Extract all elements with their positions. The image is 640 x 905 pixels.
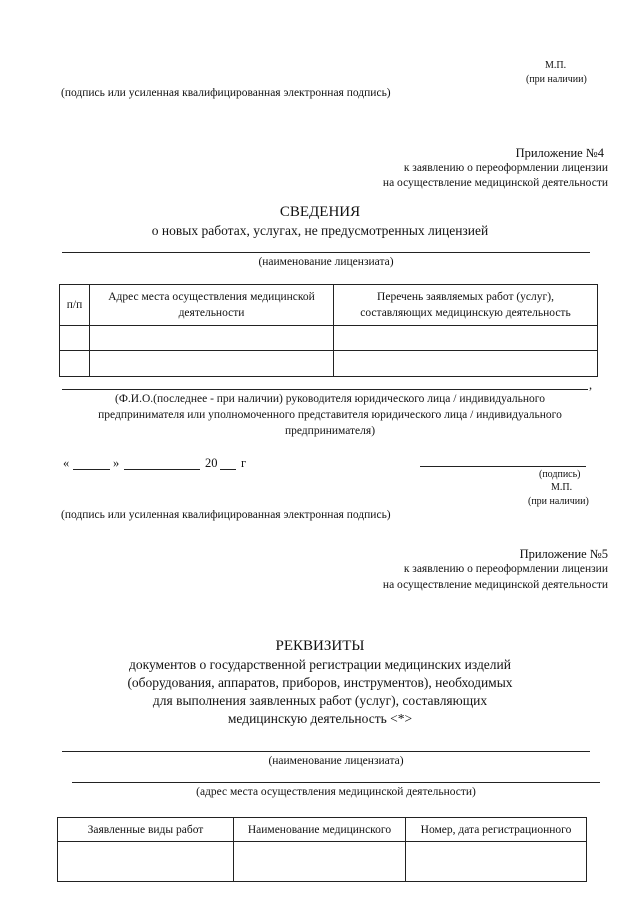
table4-col3-line2: составляющих медицинскую деятельность (360, 307, 571, 319)
appendix4-line1: к заявлению о переоформлении лицензии (403, 162, 608, 174)
date-year-line[interactable] (220, 469, 236, 470)
table4-header-num (60, 285, 90, 326)
appendix5-subtitle-line3: для выполнения заявленных работ (услуг), составляющих (152, 693, 488, 708)
address-caption-5: (адрес места осуществления медицинской деятельности) (196, 786, 476, 798)
table4-header-works (334, 285, 598, 326)
fio-caption-line2: предпринимателя или уполномоченного представителя юридического лица / индивидуального (98, 409, 562, 421)
date-year-suffix: г (241, 456, 247, 470)
address-line-5 (72, 782, 600, 783)
date-day-line[interactable] (73, 469, 110, 470)
table4-cell[interactable] (90, 326, 334, 351)
appendix4-title: СВЕДЕНИЯ (279, 204, 361, 220)
appendix4-label: Приложение №4 (515, 146, 604, 160)
appendix5-line2: на осуществление медицинской деятельности (382, 579, 608, 591)
date-close-quote: » (113, 456, 120, 470)
table5-header-works (58, 818, 234, 842)
table4-cell[interactable] (60, 351, 90, 377)
table4-cell[interactable] (334, 351, 598, 377)
table5-col1-label: Заявленные виды работ (87, 823, 204, 836)
table4-row (60, 351, 598, 377)
signature-caption-4: (подпись или усиленная квалифицированная электронная подпись) (61, 509, 391, 521)
fio-caption-line3: предпринимателя) (284, 425, 376, 437)
licensee-caption-5: (наименование лицензиата) (268, 755, 404, 767)
appendix5-label: Приложение №5 (519, 547, 608, 561)
table4-cell[interactable] (60, 326, 90, 351)
appendix5-subtitle-line2: (оборудования, аппаратов, приборов, инструментов), необходимых (127, 675, 513, 690)
table5-cell[interactable] (406, 842, 587, 882)
stamp-note-4: (при наличии) (528, 496, 589, 507)
table5-col3-label: Номер, дата регистрационного (420, 823, 572, 836)
licensee-line-5 (62, 751, 590, 752)
table4-cell[interactable] (90, 351, 334, 377)
signature-label-4: (подпись) (539, 469, 581, 480)
table5-row (58, 842, 587, 882)
stamp-note-top: (при наличии) (526, 74, 587, 85)
table4-header-address (90, 285, 334, 326)
signature-caption-top: (подпись или усиленная квалифицированная электронная подпись) (61, 87, 391, 99)
table5-cell[interactable] (234, 842, 406, 882)
stamp-label-top: М.П. (545, 60, 567, 71)
table5-header-regnum (406, 818, 587, 842)
licensee-line-4 (62, 252, 590, 253)
date-open-quote: « (63, 456, 70, 470)
appendix4-line2: на осуществление медицинской деятельности (382, 177, 608, 189)
table5-cell[interactable] (58, 842, 234, 882)
fio-comma: , (589, 378, 593, 392)
signature-line-4[interactable] (420, 466, 586, 467)
appendix5-title: РЕКВИЗИТЫ (275, 638, 365, 654)
appendix4-table (59, 284, 598, 377)
fio-line (62, 389, 588, 390)
appendix5-table (57, 817, 587, 882)
appendix4-subtitle: о новых работах, услугах, не предусмотренных лицензией (151, 223, 489, 238)
stamp-label-4: М.П. (551, 482, 573, 493)
table4-col3-line1: Перечень заявляемых работ (услуг), (377, 291, 554, 303)
fio-caption-line1: (Ф.И.О.(последнее - при наличии) руководителя юридического лица / индивидуального (115, 393, 545, 405)
licensee-caption-4: (наименование лицензиата) (258, 256, 394, 268)
appendix5-line1: к заявлению о переоформлении лицензии (403, 563, 608, 575)
table4-col2-line1: Адрес места осуществления медицинской (108, 291, 315, 303)
appendix5-subtitle-line4: медицинскую деятельность <*> (227, 711, 413, 726)
date-month-line[interactable] (124, 469, 200, 470)
table5-header-device (234, 818, 406, 842)
table4-row (60, 326, 598, 351)
appendix5-subtitle-line1: документов о государственной регистрации медицинских изделий (129, 657, 511, 672)
table5-col2-label: Наименование медицинского (247, 823, 392, 836)
table4-col2-line2: деятельности (178, 307, 245, 319)
table4-cell[interactable] (334, 326, 598, 351)
table4-col1-label: п/п (66, 299, 83, 311)
date-year-prefix: 20 (205, 456, 218, 470)
